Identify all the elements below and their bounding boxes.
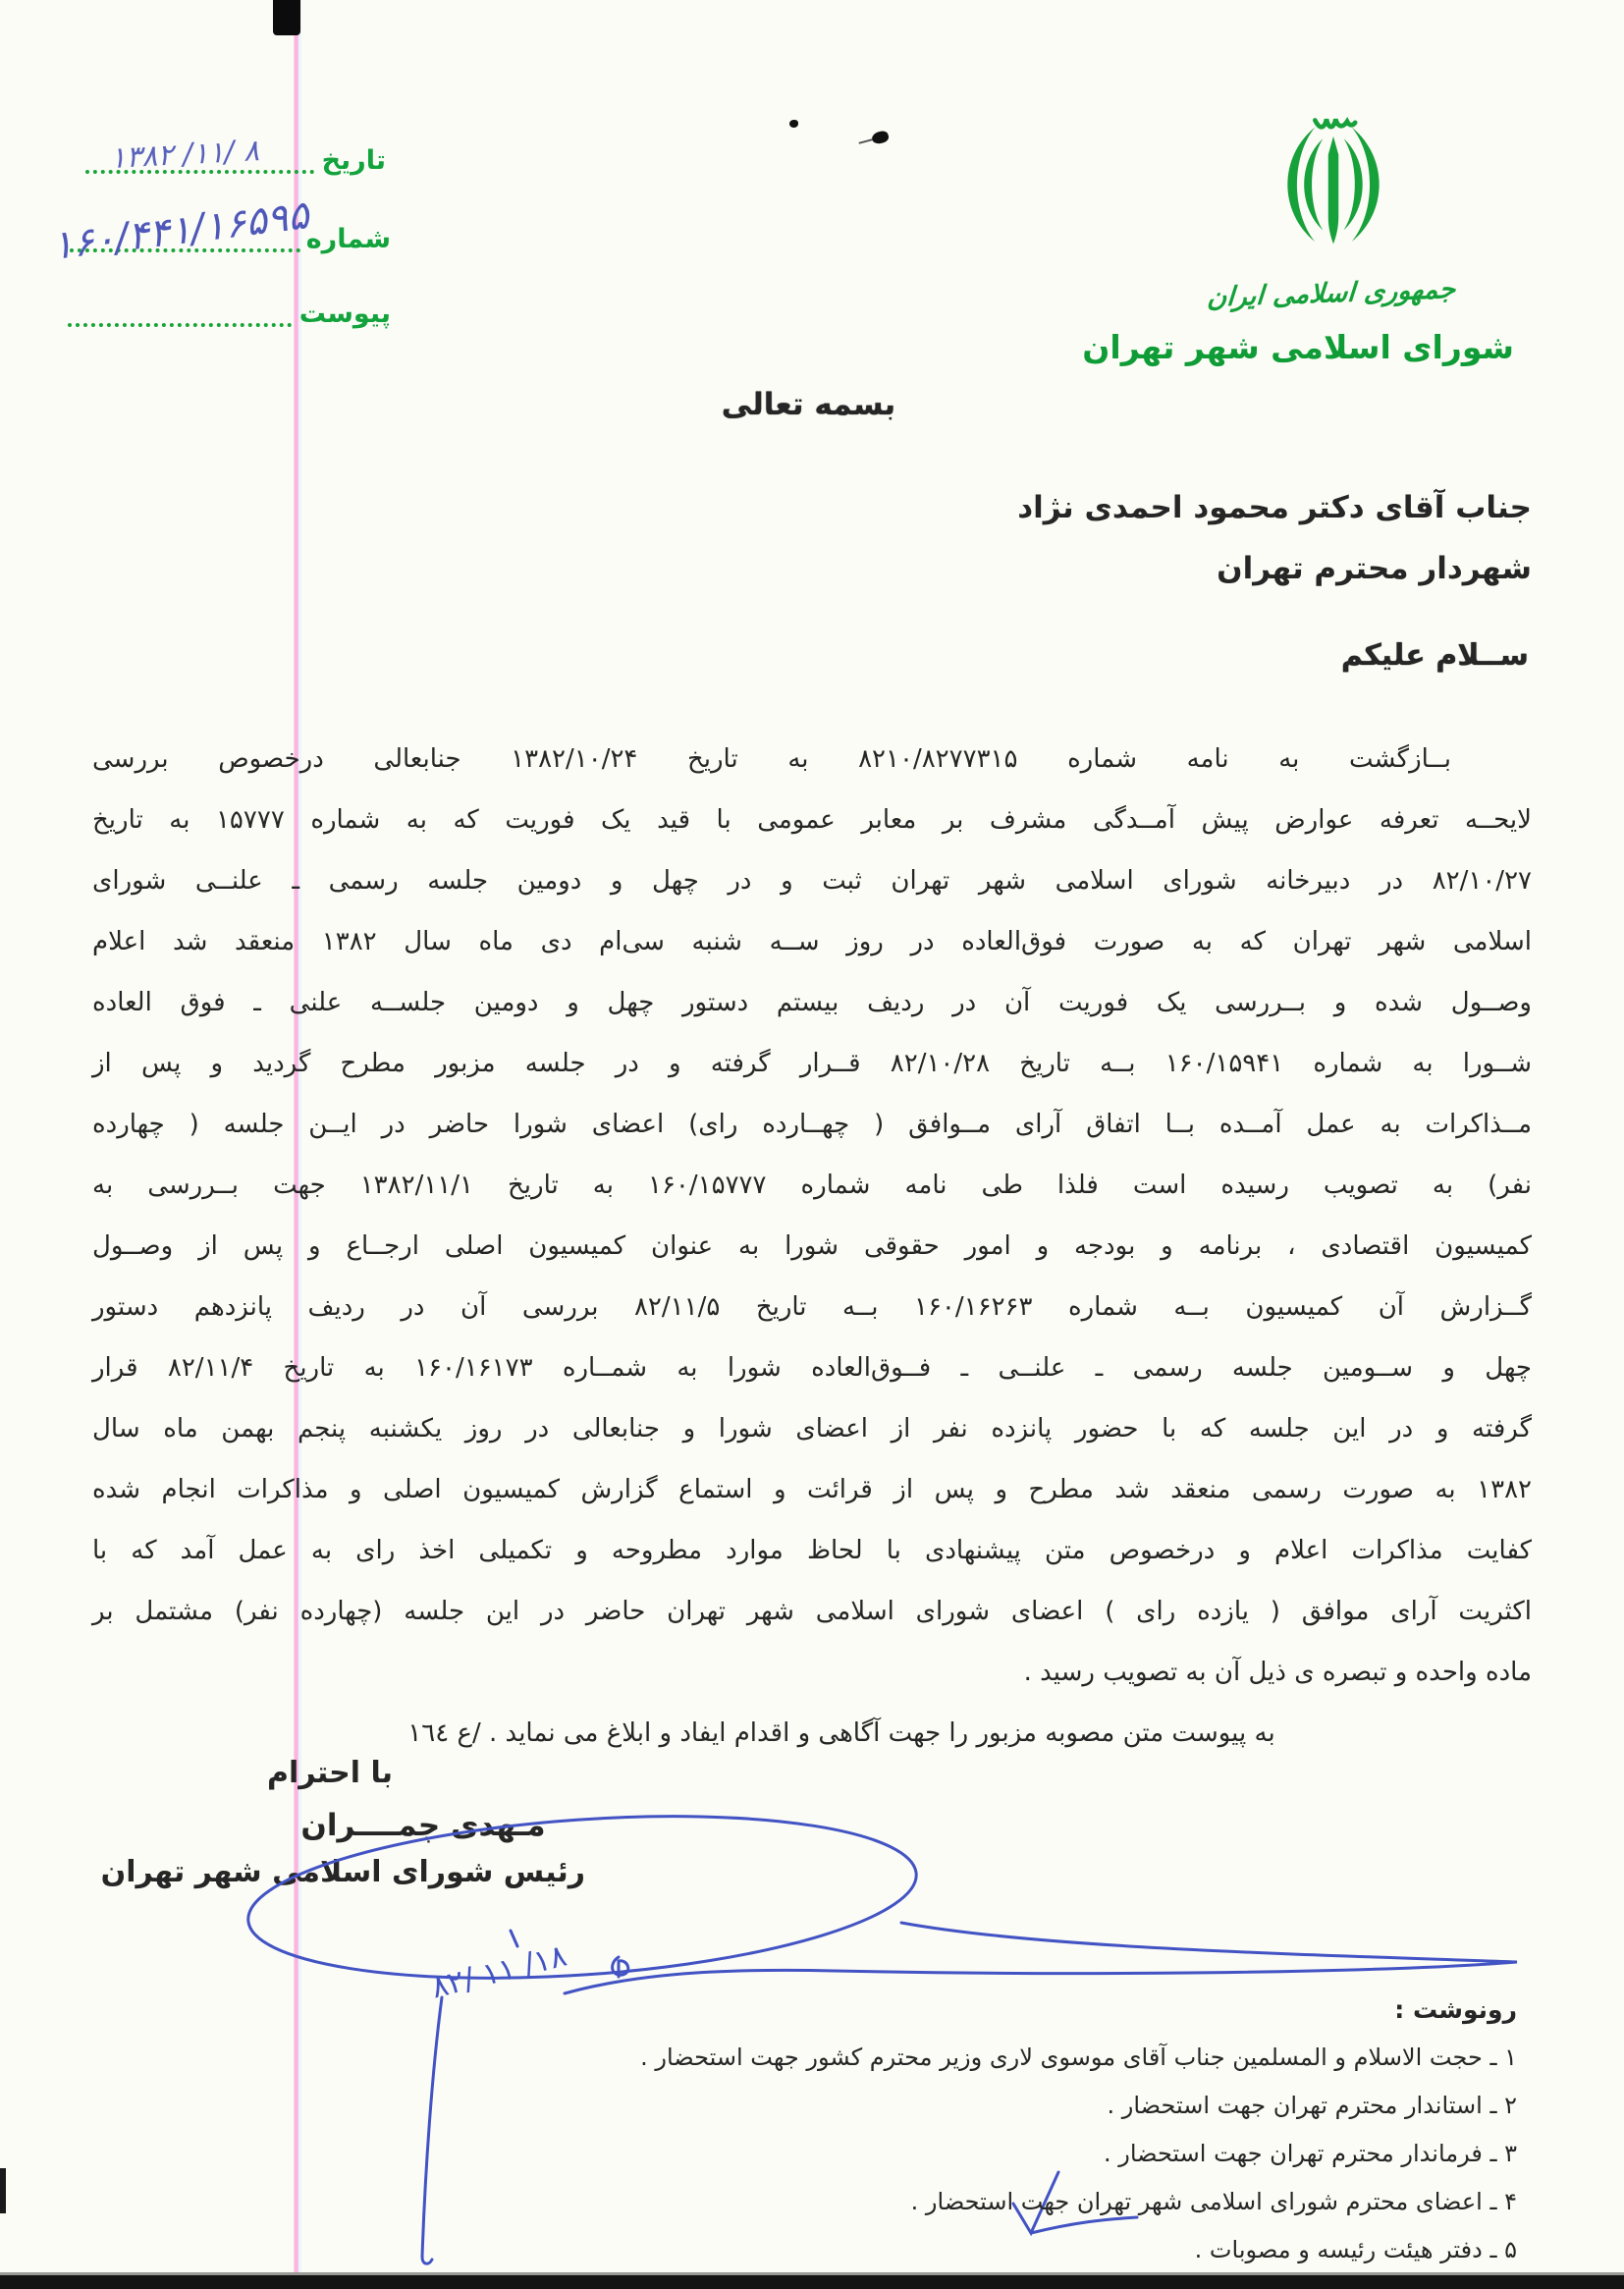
body-line: ۱۳۸۲ به صورت رسمی منعقد شد مطرح و پس از قرائت و استماع گزارش کمیسیون اصلی و مذاکرات انجام شده: [92, 1475, 1532, 1504]
body-line: ماده واحده و تبصره ی ذیل آن به تصویب رسید .: [1023, 1658, 1532, 1687]
ink-dot: [871, 130, 891, 145]
body-line: اسلامی شهر تهران که به صورت فوق‌العاده در روز ســه شنبه سی‌ام دی ماه سال ۱۳۸۲ منعقد شد اعلام: [92, 927, 1532, 956]
handwritten-number: ۱۶۰/۴۴۱/۱۶۵۹۵: [49, 192, 312, 269]
attachment-dotted-line: [68, 315, 292, 327]
body-line: وصــول شده و بــررسی یک فوریت آن در ردیف بیستم دستور چهل و دومین جلســه علنی ـ فوق العاده: [92, 988, 1532, 1017]
attachment-label: پیوست: [298, 299, 391, 329]
cc-item: ۱ ـ حجت الاسلام و المسلمین جناب آقای موسوی لاری وزیر محترم کشور جهت استحضار .: [640, 2044, 1517, 2071]
handwritten-signature-date: ۸۲/ ۱۱ /۱۸: [427, 1937, 570, 2006]
cc-item: ۵ ـ دفتر هیئت رئیسه و مصوبات .: [1194, 2236, 1517, 2263]
body-line: اکثریت آرای موافق ( یازده رای ) اعضای شورای اسلامی شهر تهران حاضر در این جلسه (چهارده نفر) مشتمل بر: [92, 1597, 1532, 1626]
republic-title: جمهوری اسلامی ایران: [1206, 273, 1457, 313]
body-closing-line: به پیوست متن مصوبه مزبور را جهت آگاهی و اقدام ایفاد و ابلاغ می نماید . /ع ١٦٤: [407, 1718, 1275, 1748]
date-label: تاریخ: [321, 145, 386, 176]
cc-label: رونوشت :: [1394, 1995, 1517, 2024]
body-line: مــذاکرات به عمل آمــده بــا اتفاق آرای مــوافق ( چهــارده رای) اعضای شورا حاضر در ایــن جلسه ( چهارده: [92, 1110, 1532, 1139]
body-line: لایحــه تعرفه عوارض پیش آمــدگی مشرف بر معابر عمومی با قید یک فوریت که به شماره ۱۵۷۷۷ به تاریخ: [92, 805, 1532, 835]
closing-block: [100, 1756, 585, 1889]
body-line: شــورا به شماره ۱۶۰/۱۵۹۴۱ بــه تاریخ ۸۲/۱۰/۲۸ قــرار گرفته و در جلسه مزبور مطرح گردید و پس از: [92, 1049, 1532, 1078]
body-line: کمیسیون اقتصادی ، برنامه و بودجه و امور حقوقی شورا به عنوان کمیسیون اصلی ارجــاع و پس از وصــول: [92, 1231, 1532, 1261]
recipient-title: شهردار محترم تهران: [1217, 551, 1532, 586]
attachment-field-row: [68, 300, 391, 327]
cc-block: [640, 1986, 1517, 2274]
body-line: کفایت مذاکرات اعلام و درخصوص متن پیشنهادی با لحاظ موارد مطروحه و تکمیلی اخذ رای به عمل آمد که با: [92, 1536, 1532, 1565]
handwritten-date: ۱۳۸۲ /۱۱/ ۸: [109, 134, 260, 176]
body-line: نفر) به تصویب رسیده است فلذا طی نامه شماره ۱۶۰/۱۵۷۷۷ به تاریخ ۱۳۸۲/۱۱/۱ جهت بــررسی به: [92, 1171, 1533, 1200]
scan-top-mark: [273, 0, 300, 35]
signer-title: رئیس شورای اسلامی شهر تهران: [100, 1855, 585, 1889]
recipient-name: جناب آقای دکتر محمود احمدی نژاد: [1017, 490, 1532, 525]
body-line: ۸۲/۱۰/۲۷ در دبیرخانه شورای اسلامی شهر تهران ثبت و در چهل و دومین جلسه رسمی ـ علنــی شورای: [92, 866, 1532, 896]
cc-item: ۳ ـ فرماندار محترم تهران جهت استحضار .: [1103, 2140, 1517, 2167]
closing-respect: با احترام: [267, 1756, 394, 1790]
body-line: گــزارش آن کمیسیون بــه شماره ۱۶۰/۱۶۲۶۳ بــه تاریخ ۸۲/۱۱/۵ بررسی آن در ردیف پانزدهم دستور: [92, 1292, 1533, 1322]
body-line: گرفته و در این جلسه که با حضور پانزده نفر از اعضای شورا و جنابعالی در روز یکشنبه پنجم بهمن ماه سال: [92, 1414, 1532, 1444]
body-line: چهل و ســومین جلسه رسمی ـ علنــی ـ فــوق‌العاده شورا به شمــاره ۱۶۰/۱۶۱۷۳ به تاریخ ۸۲/۱۱/۴ قرار: [92, 1353, 1533, 1383]
iran-coat-of-arms-icon: [1265, 98, 1402, 280]
scan-bottom-bar: [0, 2275, 1624, 2289]
body-line: بــازگشت به نامه شماره ۸۲۱۰/۸۲۷۷۳۱۵ به تاریخ ۱۳۸۲/۱۰/۲۴ جنابعالی درخصوص بررسی: [92, 744, 1452, 774]
org-title: شورای اسلامی شهر تهران: [1082, 328, 1514, 366]
recipient-block: [1017, 477, 1532, 599]
letter-body: [92, 729, 1532, 1764]
scan-edge-mark: [0, 2168, 6, 2213]
signer-name: مـهدی چمــــران: [300, 1808, 546, 1843]
salutation: ســلام علیکم: [1340, 638, 1529, 673]
besmele: بسمه تعالی: [721, 387, 896, 422]
cc-item: ۲ ـ استاندار محترم تهران جهت استحضار .: [1107, 2092, 1517, 2119]
cc-item: ۴ ـ اعضای محترم شورای اسلامی شهر تهران جهت استحضار .: [910, 2188, 1517, 2215]
number-label: شماره: [305, 224, 391, 254]
ink-dot: [789, 120, 798, 128]
